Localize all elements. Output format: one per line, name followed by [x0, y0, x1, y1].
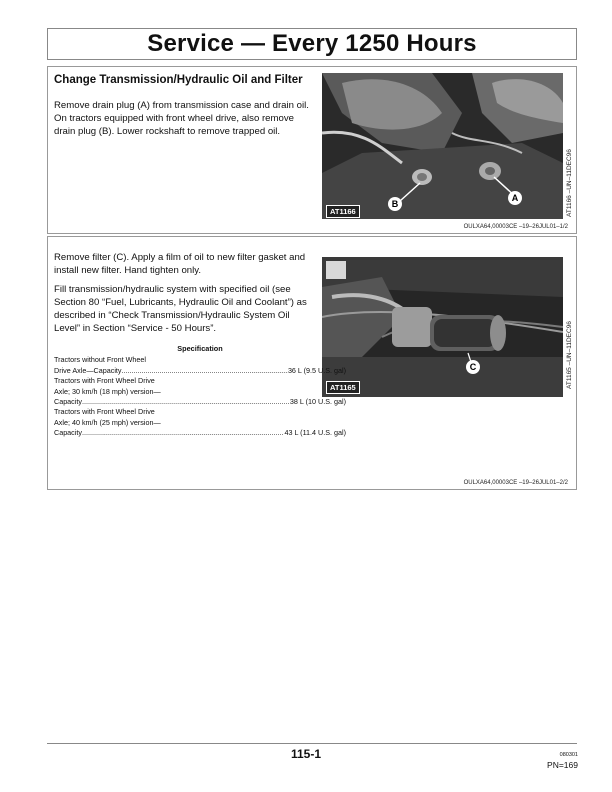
spec-row: Tractors without Front Wheel Drive Axle—Capacity ..... 36 L (9.5 U.S. gal) [54, 355, 346, 376]
section-filter [47, 236, 577, 490]
specification-table [54, 344, 346, 439]
photo-code: AT1166 –UN–11DEC96 [566, 149, 573, 217]
callout-b: B [388, 197, 402, 211]
spec-value: 36 L (9.5 U.S. gal) [287, 365, 346, 375]
photo-code: AT1165 –UN–11DEC96 [566, 321, 573, 389]
fill-instructions: Fill transmission/hydraulic system with specified oil (see Section 80 “Fuel, Lubricants, Hydraulic Oil and Coolant”) as described in “Check Transmission/Hydraulic System Oil Level” in Section “Service - 50 Hours”. [54, 284, 307, 334]
callout-c: C [466, 360, 480, 374]
title-box [47, 28, 577, 60]
drain-plug-photo [322, 73, 563, 219]
section-drain-oil [47, 66, 577, 234]
section-heading: Change Transmission/Hydraulic Oil and Filter [54, 74, 303, 86]
filter-instructions: Remove filter (C). Apply a film of oil to new filter gasket and install new filter. Hand tighten only. [54, 252, 306, 276]
pn-number: PN=169 [547, 760, 578, 770]
spec-value: 43 L (11.4 U.S. gal) [284, 428, 346, 438]
reference-code: OULXA64,00003CE –19–26JUL01–2/2 [463, 480, 568, 486]
filter-photo [322, 257, 563, 397]
filter-photo-graphic [322, 257, 563, 397]
page-title: Service — Every 1250 Hours [147, 30, 477, 57]
page-number: 115-1 [290, 747, 322, 761]
drain-instructions: Remove drain plug (A) from transmission case and drain oil. On tractors equipped with front wheel drive, also remove drain plug (B). Lower rockshaft to remove trapped oil. [54, 100, 309, 137]
footer-divider [47, 743, 577, 744]
spec-row: Tractors with Front Wheel Drive Axle; 40 km/h (25 mph) version— Capacity ..... 43 L (11.4 U.S. gal) [54, 407, 346, 438]
photo-label: AT1166 [326, 205, 360, 218]
photo-label: AT1165 [326, 381, 360, 394]
spec-row: Tractors with Front Wheel Drive Axle; 30 km/h (18 mph) version— Capacity ..... 38 L (10 U.S. gal) [54, 376, 346, 407]
reference-code: OULXA64,00003CE –19–26JUL01–1/2 [463, 224, 568, 230]
drain-plug-photo-graphic [322, 73, 563, 219]
spec-value: 38 L (10 U.S. gal) [289, 397, 346, 407]
callout-a: A [508, 191, 522, 205]
footer-code: 080301 [559, 752, 578, 758]
spec-heading: Specification [177, 344, 223, 353]
